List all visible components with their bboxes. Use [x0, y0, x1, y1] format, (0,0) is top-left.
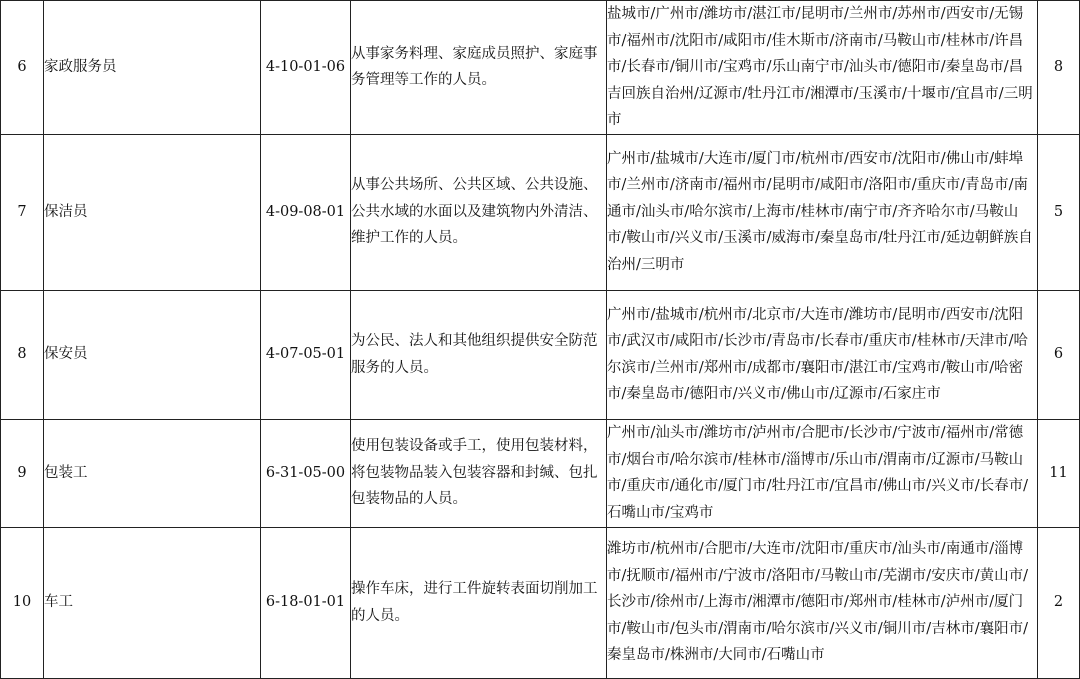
cities-cell: 广州市/盐城市/杭州市/北京市/大连市/潍坊市/昆明市/西安市/沈阳市/武汉市/咸阳市/长沙市/青岛市/长春市/重庆市/桂林市/天津市/哈尔滨市/兰州市/郑州市/成都市/襄阳市/湛江市/宝鸡市/鞍山市/哈密市/秦皇岛市/德阳市/兴义市/佛山市/辽源市/石家庄市 [607, 290, 1038, 419]
rank-cell: 5 [1038, 134, 1080, 290]
occupation-description-cell: 操作车床，进行工件旋转表面切削加工的人员。 [351, 527, 607, 678]
occupation-table-body [1, 1, 1080, 679]
occupation-code-cell: 4-10-01-06 [261, 1, 351, 135]
row-number-cell: 6 [1, 1, 44, 135]
cities-cell: 广州市/汕头市/潍坊市/泸州市/合肥市/长沙市/宁波市/福州市/常德市/烟台市/哈尔滨市/桂林市/淄博市/乐山市/渭南市/辽源市/马鞍山市/重庆市/通化市/厦门市/牡丹江市/宜昌市/佛山市/兴义市/长春市/石嘴山市/宝鸡市 [607, 419, 1038, 527]
rank-cell: 8 [1038, 1, 1080, 135]
occupation-code-cell: 6-18-01-01 [261, 527, 351, 678]
table-row [1, 290, 1080, 419]
cities-cell: 潍坊市/杭州市/合肥市/大连市/沈阳市/重庆市/汕头市/南通市/淄博市/抚顺市/福州市/宁波市/洛阳市/马鞍山市/芜湖市/安庆市/黄山市/长沙市/徐州市/上海市/湘潭市/德阳市/郑州市/桂林市/泸州市/厦门市/鞍山市/包头市/渭南市/哈尔滨市/兴义市/铜川市/吉林市/襄阳市/秦皇岛市/株洲市/大同市/石嘴山市 [607, 527, 1038, 678]
cities-cell: 广州市/盐城市/大连市/厦门市/杭州市/西安市/沈阳市/佛山市/蚌埠市/兰州市/济南市/福州市/昆明市/咸阳市/洛阳市/重庆市/青岛市/南通市/汕头市/哈尔滨市/上海市/桂林市/南宁市/齐齐哈尔市/马鞍山市/鞍山市/兴义市/玉溪市/威海市/秦皇岛市/牡丹江市/延边朝鲜族自治州/三明市 [607, 134, 1038, 290]
occupation-code-cell: 6-31-05-00 [261, 419, 351, 527]
row-number-cell: 7 [1, 134, 44, 290]
occupation-name-cell: 保洁员 [44, 134, 261, 290]
table-row [1, 527, 1080, 678]
occupation-code-cell: 4-09-08-01 [261, 134, 351, 290]
occupation-name-cell: 包装工 [44, 419, 261, 527]
table-row [1, 1, 1080, 135]
occupation-name-cell: 家政服务员 [44, 1, 261, 135]
row-number-cell: 10 [1, 527, 44, 678]
occupation-code-cell: 4-07-05-01 [261, 290, 351, 419]
occupation-name-cell: 保安员 [44, 290, 261, 419]
occupation-description-cell: 从事家务料理、家庭成员照护、家庭事务管理等工作的人员。 [351, 1, 607, 135]
row-number-cell: 8 [1, 290, 44, 419]
rank-cell: 2 [1038, 527, 1080, 678]
table-row [1, 419, 1080, 527]
rank-cell: 6 [1038, 290, 1080, 419]
occupation-description-cell: 使用包装设备或手工，使用包装材料，将包装物品装入包装容器和封缄、包扎包装物品的人员。 [351, 419, 607, 527]
row-number-cell: 9 [1, 419, 44, 527]
occupation-description-cell: 从事公共场所、公共区域、公共设施、公共水域的水面以及建筑物内外清洁、维护工作的人员。 [351, 134, 607, 290]
table-row [1, 134, 1080, 290]
rank-cell: 11 [1038, 419, 1080, 527]
cities-cell: 盐城市/广州市/潍坊市/湛江市/昆明市/兰州市/苏州市/西安市/无锡市/福州市/沈阳市/咸阳市/佳木斯市/济南市/马鞍山市/桂林市/许昌市/长春市/铜川市/宝鸡市/乐山南宁市/汕头市/德阳市/秦皇岛市/昌吉回族自治州/辽源市/牡丹江市/湘潭市/玉溪市/十堰市/宜昌市/三明市 [607, 1, 1038, 135]
occupation-name-cell: 车工 [44, 527, 261, 678]
occupation-description-cell: 为公民、法人和其他组织提供安全防范服务的人员。 [351, 290, 607, 419]
